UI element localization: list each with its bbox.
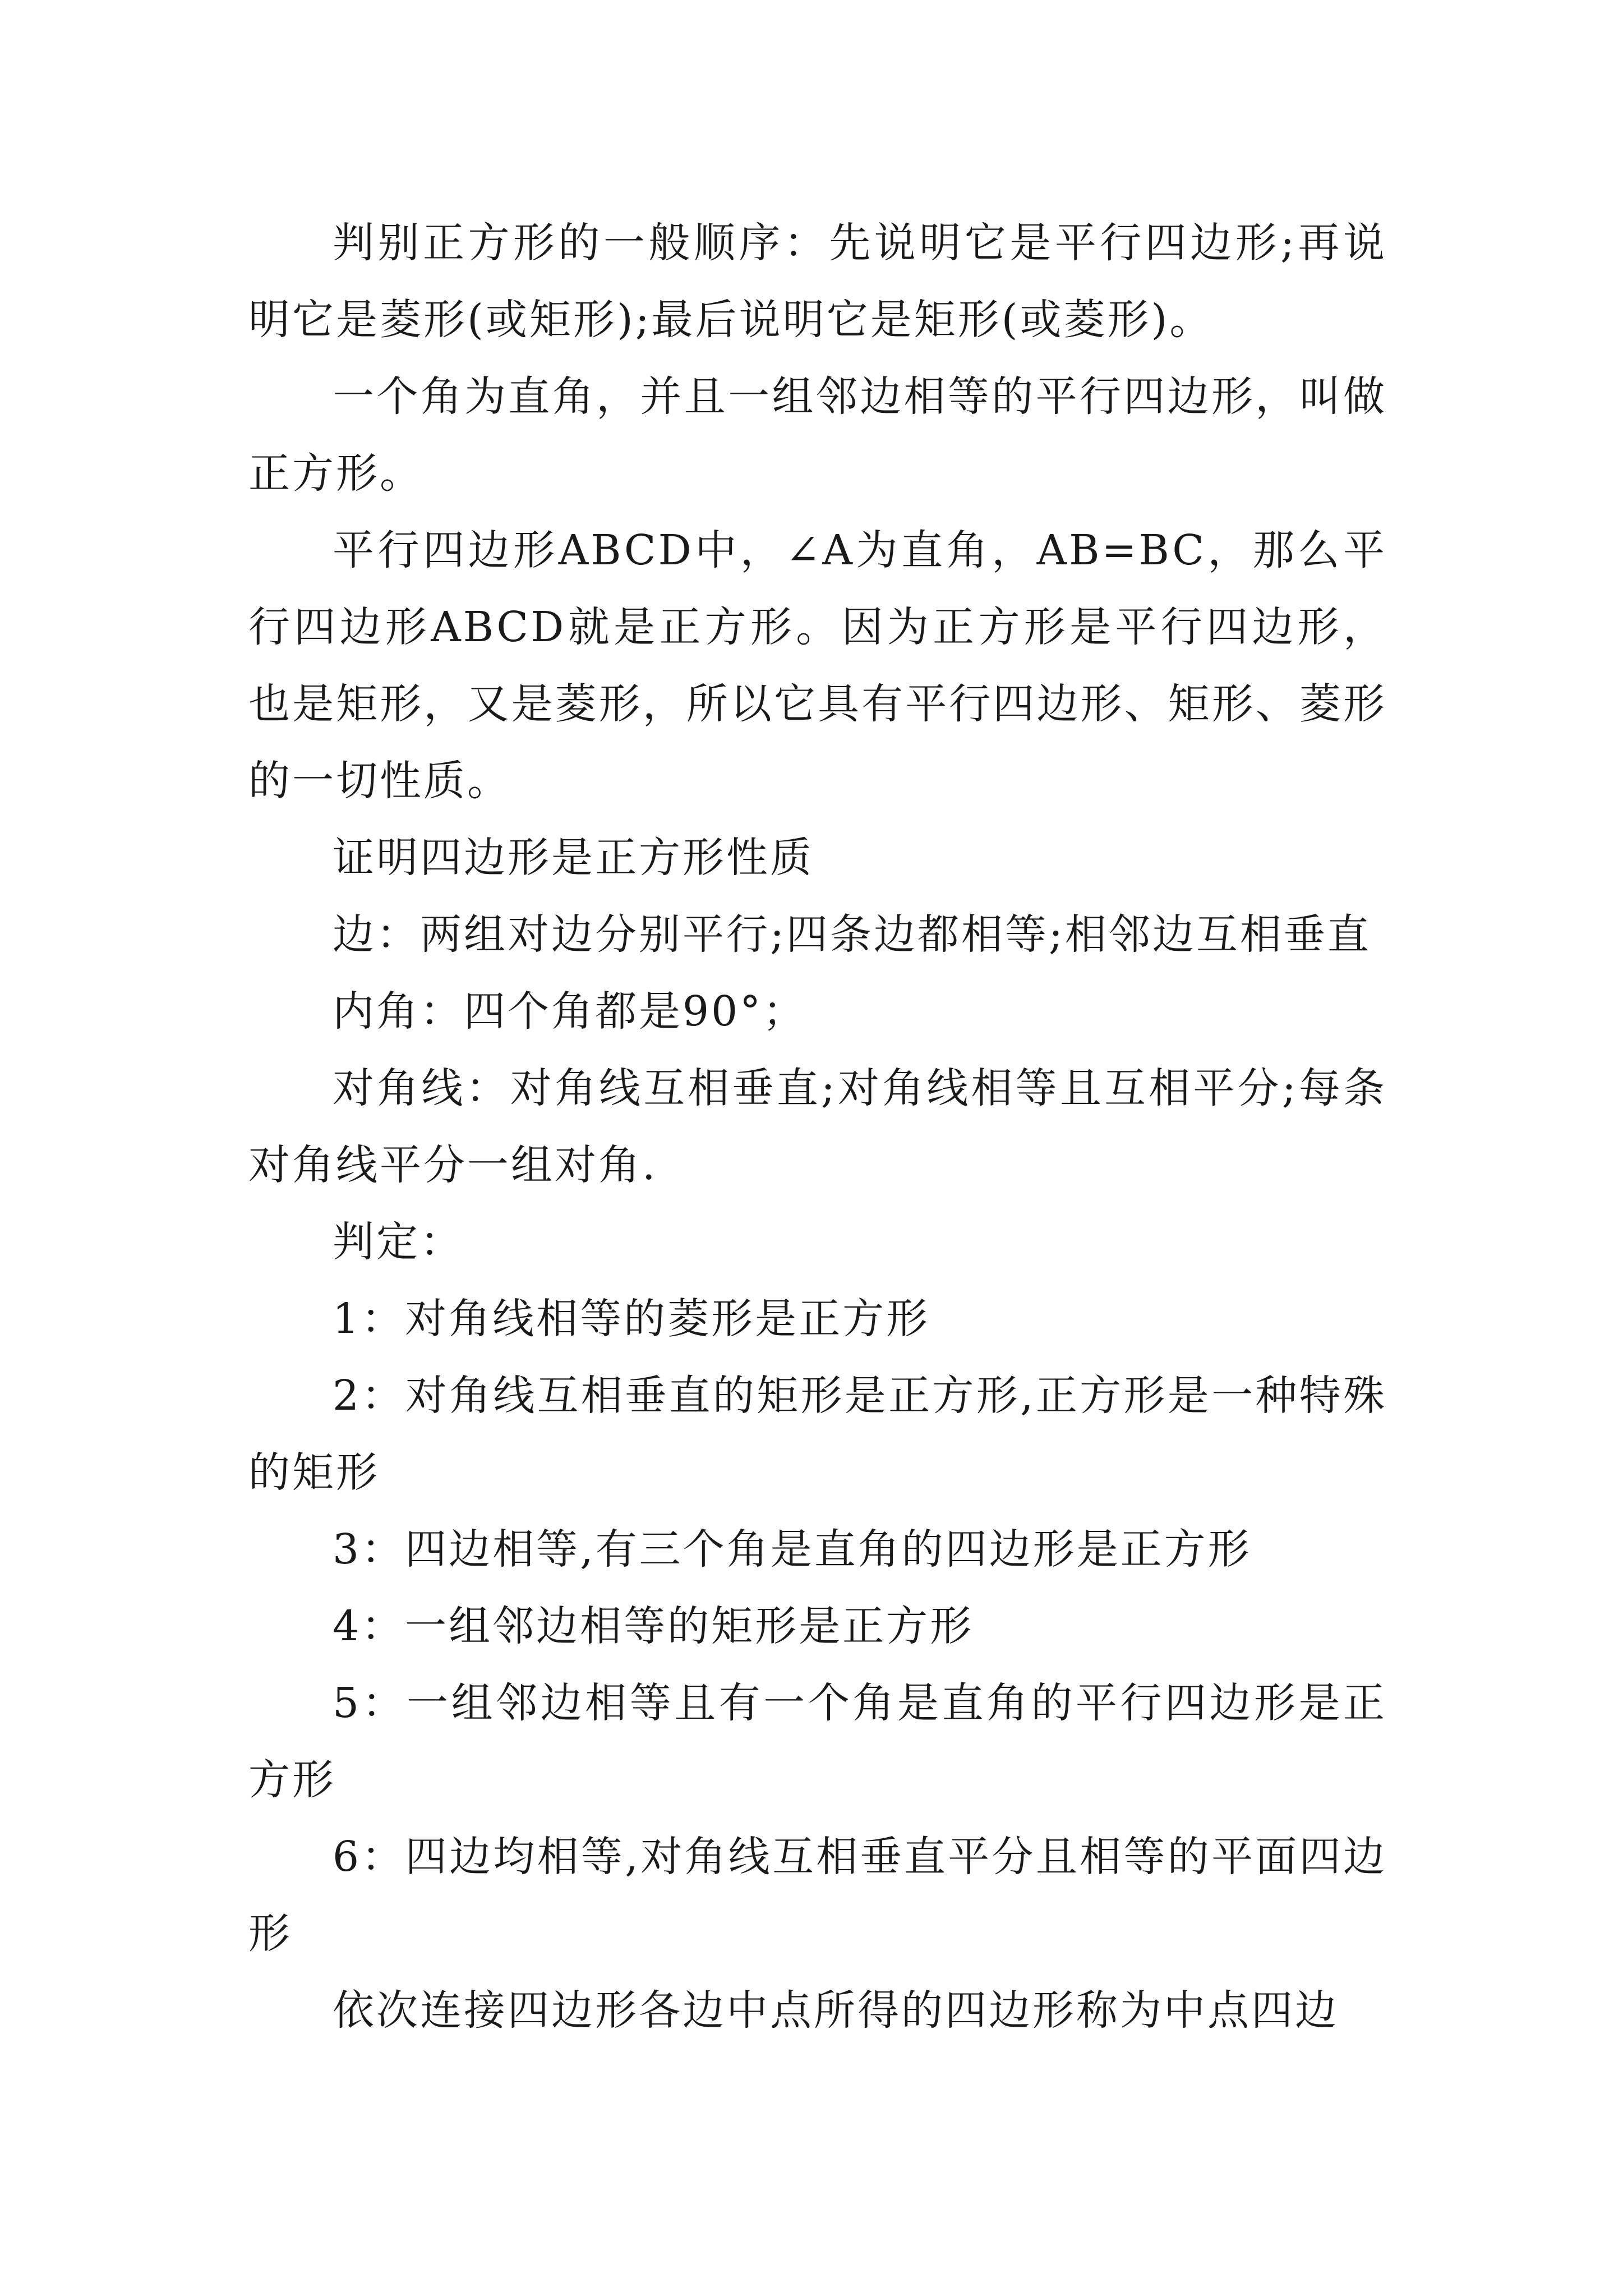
paragraph-square-definition: 一个角为直角，并且一组邻边相等的平行四边形，叫做正方形。 — [248, 372, 1387, 498]
criterion-6: 6：四边均相等,对角线互相垂直平分且相等的平面四边形 — [248, 1833, 1387, 1958]
paragraph-angles: 内角：四个角都是90°； — [333, 987, 807, 1036]
criterion-4: 4：一组邻边相等的矩形是正方形 — [333, 1602, 974, 1650]
paragraph-properties-heading: 证明四边形是正方形性质 — [333, 834, 814, 882]
paragraph-criteria-heading: 判定： — [333, 1218, 464, 1266]
criterion-5: 5：一组邻边相等且有一个角是直角的平行四边形是正方形 — [248, 1679, 1387, 1804]
criterion-2: 2：对角线互相垂直的矩形是正方形,正方形是一种特殊的矩形 — [248, 1372, 1387, 1497]
paragraph-sides: 边：两组对边分别平行;四条边都相等;相邻边互相垂直 — [333, 910, 1371, 959]
criterion-3: 3：四边相等,有三个角是直角的四边形是正方形 — [333, 1525, 1252, 1573]
paragraph-midpoint-quadrilateral: 依次连接四边形各边中点所得的四边形称为中点四边 — [333, 1986, 1339, 2035]
criterion-1: 1：对角线相等的菱形是正方形 — [333, 1295, 930, 1343]
paragraph-square-order: 判别正方形的一般顺序：先说明它是平行四边形;再说明它是菱形(或矩形);最后说明它是矩形(或菱形)。 — [248, 219, 1387, 344]
paragraph-abcd-example: 平行四边形ABCD中，∠A为直角，AB=BC，那么平行四边形ABCD就是正方形。因为正方形是平行四边形，也是矩形，又是菱形，所以它具有平行四边形、矩形、菱形的一切性质。 — [248, 526, 1387, 805]
document-body — [248, 205, 1387, 2049]
paragraph-diagonals: 对角线：对角线互相垂直;对角线相等且互相平分;每条对角线平分一组对角. — [248, 1064, 1387, 1189]
